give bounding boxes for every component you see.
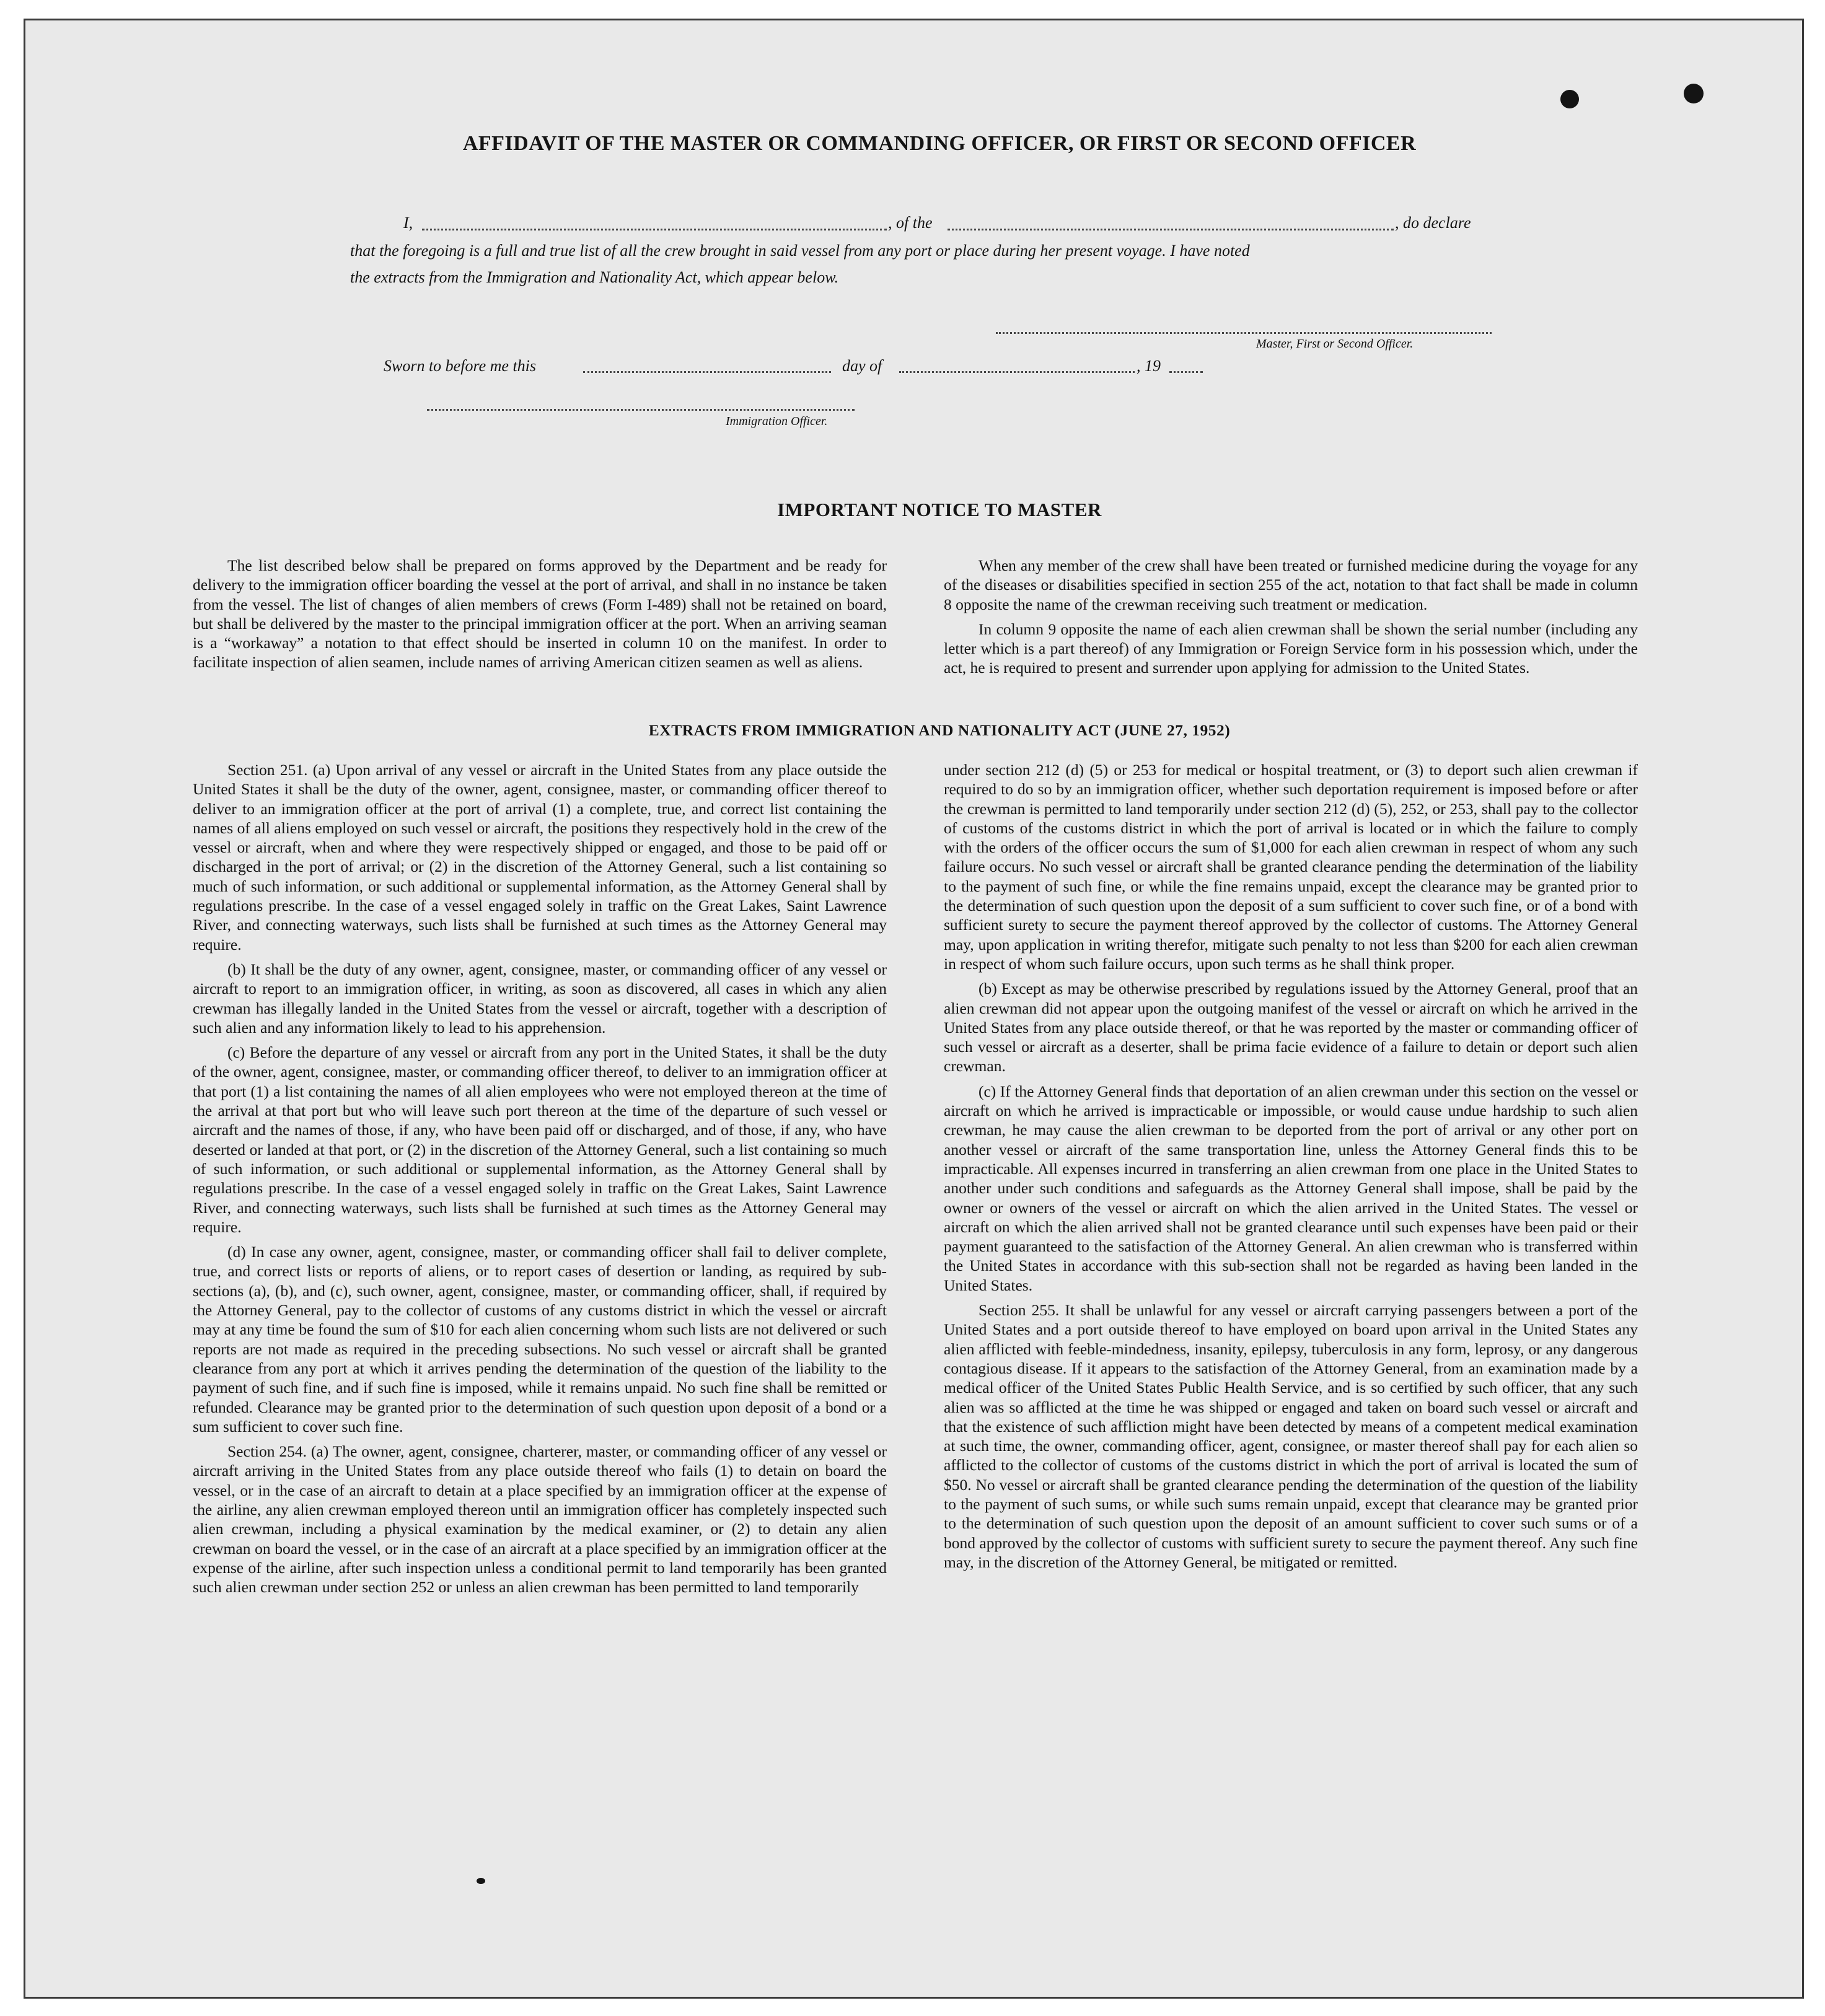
notice-right-column xyxy=(944,556,1638,683)
extract-paragraph: Section 251. (a) Upon arrival of any vessel or aircraft in the United States from any place outside the United States it shall be the duty of the owner, agent, consignee, master, or commanding officer thereof to deliver to an immigration officer at the port of arrival (1) a complete, true, and correct list containing the names of all aliens employed on such vessel or aircraft, the positions they respectively hold in the crew of the vessel or aircraft, when and where they were respectively shipped or engaged, and those to be paid off or discharged in the port of arrival; or (2) in the discretion of the Attorney General, such a list containing so much of such information, or such additional or supplemental information, as the Attorney General shall by regulations prescribe. In the case of a vessel engaged solely in traffic on the Great Lakes, Saint Lawrence River, and connecting waterways, such lists shall be furnished at such times as the Attorney General may require. xyxy=(193,761,887,953)
name-blank-line[interactable] xyxy=(422,229,887,230)
affidavit-title: AFFIDAVIT OF THE MASTER OR COMMANDING OFFICER, OR FIRST OR SECOND OFFICER xyxy=(462,132,1417,155)
master-signature-label: Master, First or Second Officer. xyxy=(1256,337,1414,351)
extracts-right-column xyxy=(944,760,1638,1577)
punch-hole-right xyxy=(1684,84,1704,103)
notice-left-column xyxy=(193,556,887,678)
year-prefix-label: , 19 xyxy=(1137,357,1161,375)
extract-paragraph: under section 212 (d) (5) or 253 for medical or hospital treatment, or (3) to deport such alien crewman if required to do so by an immigration officer, whether such deportation requirement is imposed before or after the crewman is permitted to land temporarily under section 212 (d) (5), 252, or 253, shall pay to the collector of customs of the customs district in which the port of arrival is located or in which the failure to comply with the orders of the officer occurs the sum of $1,000 for each alien crewman in respect of whom any such failure occurs. No such vessel or aircraft shall be granted clearance pending the determination of the liability to the payment of such fine, or while the fine remains unpaid, except the clearance may be granted prior to the determination of such question upon the deposit of a sum sufficient to cover such fine, or of a bond with sufficient surety to secure the payment thereof approved by the collector of customs. The Attorney General may, upon application in writing therefor, mitigate such penalty to not less than $200 for each alien crewman in respect of whom such failure occurs, upon such terms as he shall think proper. xyxy=(944,761,1638,973)
extract-paragraph: (b) It shall be the duty of any owner, agent, consignee, master, or commanding officer of any vessel or aircraft to report to an immigration officer, in writing, as soon as discovered, all cases in which any alien crewman has illegally landed in the United States from the vessel or aircraft, together with a description of such alien and any information likely to lead to his apprehension. xyxy=(193,960,887,1036)
affidavit-line-2: that the foregoing is a full and true list of all the crew brought in said vessel from any port or place during her present voyage. I have noted xyxy=(350,242,1250,260)
affidavit-line-3: the extracts from the Immigration and Nationality Act, which appear below. xyxy=(350,268,839,286)
sworn-label: Sworn to before me this xyxy=(384,357,537,375)
immigration-officer-label: Immigration Officer. xyxy=(726,414,828,428)
notice-title: IMPORTANT NOTICE TO MASTER xyxy=(777,499,1102,520)
extracts-left-column xyxy=(193,760,887,1602)
notice-right-paragraph-1: When any member of the crew shall have been treated or furnished medicine during the voyage for any of the diseases or disabilities specified in section 255 of the act, notation to that fact shall be made in column 8 opposite the name of the crewman receiving such treatment or medication. xyxy=(944,556,1638,613)
day-of-label: day of xyxy=(842,357,882,375)
punch-hole-left xyxy=(1560,90,1579,108)
immigration-officer-signature-line[interactable] xyxy=(427,409,855,411)
extract-paragraph: (d) In case any owner, agent, consignee, master, or commanding officer shall fail to deliver complete, true, and correct lists or reports of aliens, or to report cases of desertion or landing, as required by sub-sections (a), (b), and (c), such owner, agent, consignee, master, or commanding officer, shall, if required by the Attorney General, pay to the collector of customs of any customs district in which the vessel or aircraft may at any time be found the sum of $10 for each alien concerning whom such lists are not delivered or such reports are not made as required in the preceding subsections. No such vessel or aircraft shall be granted clearance from any port at which it arrives pending the determination of the question of the liability to the payment of such fine, and if such fine is imposed, while it remains unpaid. No such fine shall be remitted or refunded. Clearance may be granted prior to the determination of such question upon deposit of a bond or a sum sufficient to cover such fine. xyxy=(193,1243,887,1435)
extract-paragraph: Section 254. (a) The owner, agent, consignee, charterer, master, or commanding officer of any vessel or aircraft arriving in the United States from any place outside thereof who fails (1) to detain on board the vessel, or in the case of an aircraft to detain at a place specified by an immigration officer at the expense of the airline, any alien crewman employed thereon until an immigration officer has completely inspected such alien crewman, including a physical examination by the medical examiner, or (2) to detain any alien crewman on board the vessel, or in the case of an aircraft at a place specified by an immigration officer at the expense of the airline, after such inspection unless a conditional permit to land temporarily has been granted such alien crewman under section 252 or unless an alien crewman has been permitted to land temporarily xyxy=(193,1442,887,1597)
extract-paragraph: (b) Except as may be otherwise prescribed by regulations issued by the Attorney General, proof that an alien crewman did not appear upon the outgoing manifest of the vessel or aircraft on which he arrived in the United States from any place outside thereof, or that he was reported by the master or commanding officer of such vessel or aircraft as a deserter, shall be prima facie evidence of a failure to detain or deport such alien crewman. xyxy=(944,980,1638,1076)
notice-right-paragraph-2: In column 9 opposite the name of each alien crewman shall be shown the serial number (including any letter which is a part thereof) of any Immigration or Foreign Service form in his possession which, under the act, he is required to present and surrender upon applying for admission to the United States. xyxy=(944,620,1638,677)
master-signature-line[interactable] xyxy=(996,332,1492,334)
ink-smudge-mark xyxy=(477,1878,485,1884)
extract-paragraph: (c) If the Attorney General finds that deportation of an alien crewman under this section on the vessel or aircraft on which he arrived is impracticable or impossible, or would cause undue hardship to such alien crewman, he may cause the alien crewman to be deported from the port of arrival or any other port on another vessel or aircraft of the same transportation line, unless the Attorney General finds this to be impracticable. All expenses incurred in transferring an alien crewman from one place in the United States to another under such conditions and safeguards as the Attorney General shall impose, shall be paid by the owner or owners of the vessel or aircraft on which the alien arrived in the United States. The vessel or aircraft on which the alien arrived shall not be granted clearance until such expenses have been paid or their payment guaranteed to the satisfaction of the Attorney General. An alien crewman who is transferred within the United States in accordance with this sub-section shall not be regarded as having been landed in the United States. xyxy=(944,1082,1638,1294)
sworn-year-blank-line[interactable] xyxy=(1169,371,1203,373)
extracts-title: EXTRACTS FROM IMMIGRATION AND NATIONALITY ACT (JUNE 27, 1952) xyxy=(648,721,1231,739)
notice-left-paragraph: The list described below shall be prepared on forms approved by the Department and be ready for delivery to the immigration officer boarding the vessel at the port of arrival, and shall in no instance be taken from the vessel. The list of changes of alien members of crews (Form I-489) shall not be retained on board, but shall be delivered by the master to the principal immigration officer at the port. When an arriving seaman is a “workaway” a notation to that effect should be inserted in column 10 on the manifest. In order to facilitate inspection of alien seamen, include names of arriving American citizen seamen as well as aliens. xyxy=(193,556,887,672)
affidavit-do-declare: , do declare xyxy=(1395,214,1471,232)
document-page xyxy=(24,19,1804,1999)
affidavit-of-the: , of the xyxy=(888,214,933,232)
extract-paragraph: (c) Before the departure of any vessel or aircraft from any port in the United States, it shall be the duty of the owner, agent, consignee, master, or commanding officer thereof, to deliver to an immigration officer at that port (1) a list containing the names of all alien employees who were not employed thereon at the time of the arrival at that port but who will leave such port thereon at the time of the departure of such vessel or aircraft and the names of those, if any, who have been paid off or discharged, and of those, if any, who have deserted or landed at that port, or (2) in the discretion of the Attorney General, such a list containing so much of such information, or such additional or supplemental information, as the Attorney General shall by regulations prescribe. In the case of a vessel engaged solely in traffic on the Great Lakes, Saint Lawrence River, and connecting waterways, such lists shall be furnished at such times as the Attorney General may require. xyxy=(193,1043,887,1236)
vessel-blank-line[interactable] xyxy=(948,229,1394,230)
sworn-day-blank-line[interactable] xyxy=(583,371,831,373)
extract-paragraph: Section 255. It shall be unlawful for any vessel or aircraft carrying passengers between a port of the United States and a port outside thereof to have employed on board upon arrival in the United States any alien afflicted with feeble-mindedness, insanity, epilepsy, tuberculosis in any form, leprosy, or any dangerous contagious disease. If it appears to the satisfaction of the Attorney General, from an examination made by a medical officer of the United States Public Health Service, and is so certified by such officer, that any such alien was so afflicted at the time he was shipped or engaged and taken on board such vessel or aircraft and that the existence of such affliction might have been detected by means of a competent medical examination at such time, the owner, commanding officer, agent, consignee, or master thereof shall pay for each alien so afflicted to the collector of customs of the customs district in which the port of arrival is located the sum of $50. No vessel or aircraft shall be granted clearance pending the determination of the question of the liability to the payment of such sums, or while such sums remain unpaid, except that clearance may be granted prior to the determination of such question upon the deposit of an amount sufficient to cover such sums or of a bond approved by the collector of customs with sufficient surety to secure the payment thereof. Any such fine may, in the discretion of the Attorney General, be mitigated or remitted. xyxy=(944,1301,1638,1571)
sworn-month-blank-line[interactable] xyxy=(899,371,1135,373)
affidavit-i-label: I, xyxy=(403,214,413,232)
